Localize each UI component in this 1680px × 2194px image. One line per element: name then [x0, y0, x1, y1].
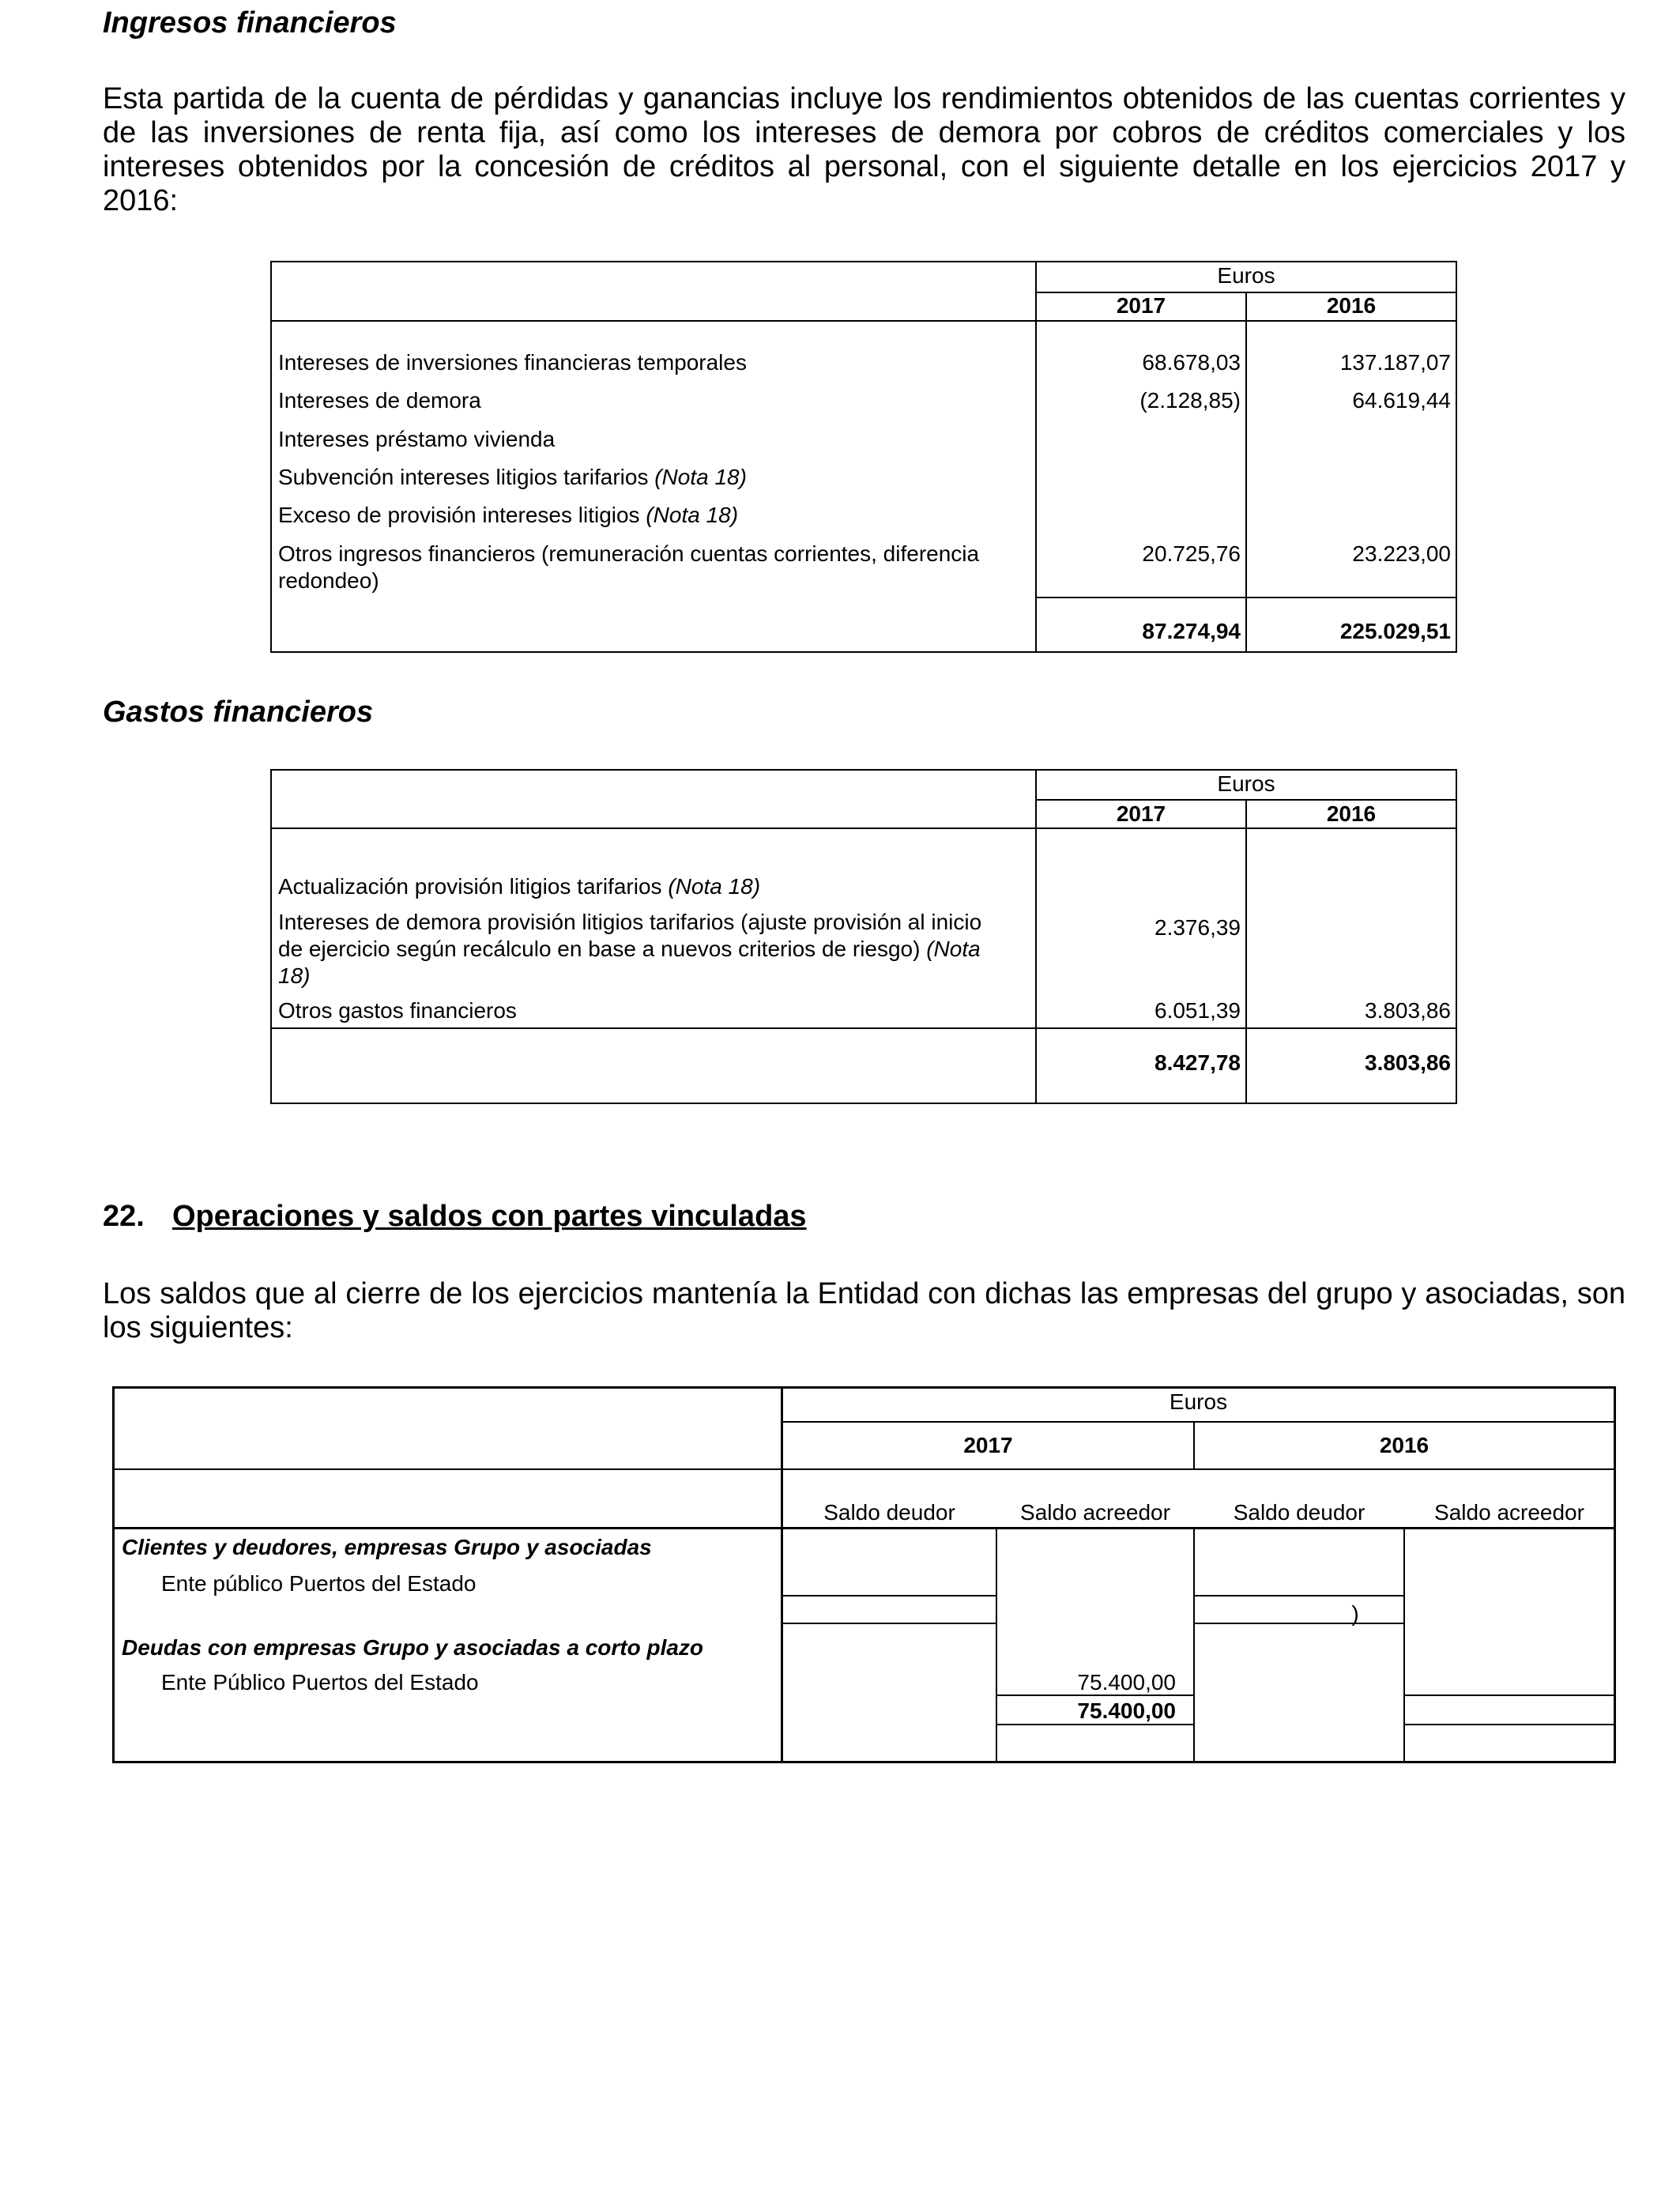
gastos-year-2016-header: 2016 — [1326, 801, 1377, 826]
saldo-deudor-2016-header: Saldo deudor — [1233, 1500, 1365, 1525]
ingresos-row-label: Subvención intereses litigios tarifarios (Nota 18) — [278, 465, 747, 489]
gastos-row-2017: 2.376,39 — [1155, 915, 1241, 940]
total-acreedor-2017: 75.400,00 — [1077, 1698, 1176, 1723]
ingresos-paragraph: Esta partida de la cuenta de pérdidas y ganancias incluye los rendimientos obtenidos de las cuentas corrientes y de las inversiones de renta fija, así como los intereses de demora por cobros de créditos comerciales y los intereses obtenidos por la concesión de créditos al personal, con el siguiente detalle en los ejercicios 2017 y 2016: — [103, 82, 1625, 217]
nota-reference: (Nota 18) — [646, 503, 739, 527]
gastos-year-2017-header: 2017 — [1116, 801, 1166, 826]
group-item-deudas: Ente Público Puertos del Estado — [161, 1670, 479, 1695]
ingresos-row-label: Exceso de provisión intereses litigios (Nota 18) — [278, 503, 739, 527]
gastos-unit-header: Euros — [1217, 771, 1275, 796]
section-title: Operaciones y saldos con partes vinculadas — [172, 1200, 807, 1233]
ingresos-row-2016: 23.223,00 — [1352, 541, 1451, 566]
saldos-year-2017-header: 2017 — [963, 1433, 1013, 1457]
deudas-acreedor-2017: 75.400,00 — [1077, 1670, 1176, 1695]
gastos-total-2016: 3.803,86 — [1365, 1050, 1451, 1075]
saldo-deudor-2017-header: Saldo deudor — [823, 1500, 955, 1525]
group-item-clientes: Ente público Puertos del Estado — [161, 1571, 477, 1596]
ingresos-year-2017-header: 2017 — [1116, 293, 1166, 318]
ingresos-row-2017: 20.725,76 — [1142, 541, 1241, 566]
ingresos-year-2016-header: 2016 — [1326, 293, 1377, 318]
gastos-row-label: Actualización provisión litigios tarifarios (Nota 18) — [278, 874, 761, 899]
gastos-total-2017: 8.427,78 — [1155, 1050, 1241, 1075]
gastos-heading: Gastos financieros — [103, 696, 374, 729]
gastos-row-label: Otros gastos financieros — [278, 998, 517, 1023]
saldo-acreedor-2016-header: Saldo acreedor — [1434, 1500, 1584, 1525]
group-label-clientes: Clientes y deudores, empresas Grupo y asociadas — [122, 1535, 652, 1559]
ingresos-heading: Ingresos financieros — [103, 6, 397, 40]
gastos-row-2017: 6.051,39 — [1155, 998, 1241, 1023]
ingresos-row-label: Intereses de demora — [278, 388, 481, 413]
ingresos-row-label: Otros ingresos financieros (remuneración cuentas corrientes, diferencia redondeo) — [278, 541, 980, 593]
group-label-deudas: Deudas con empresas Grupo y asociadas a corto plazo — [122, 1635, 704, 1660]
paren-mark: ) — [1351, 1601, 1359, 1626]
ingresos-unit-header: Euros — [1217, 263, 1275, 288]
ingresos-row-2017: 68.678,03 — [1142, 350, 1241, 375]
ingresos-row-2016: 137.187,07 — [1339, 350, 1451, 375]
nota-reference: (Nota 18) — [654, 465, 747, 489]
saldos-unit-header: Euros — [1169, 1389, 1228, 1414]
nota-reference: (Nota 18) — [668, 874, 761, 899]
gastos-row-2016: 3.803,86 — [1365, 998, 1451, 1023]
section-number: 22. — [103, 1200, 145, 1233]
saldo-acreedor-2017-header: Saldo acreedor — [1020, 1500, 1170, 1525]
ingresos-row-label: Intereses de inversiones financieras temporales — [278, 350, 747, 375]
section22-paragraph: Los saldos que al cierre de los ejercicios mantenía la Entidad con dichas las empresas del grupo y asociadas, son los siguientes: — [103, 1277, 1625, 1344]
ingresos-total-2016: 225.029,51 — [1339, 619, 1451, 643]
saldos-year-2016-header: 2016 — [1379, 1433, 1430, 1457]
nota-reference: (Nota 18) — [278, 937, 981, 988]
gastos-row-label: Intereses de demora provisión litigios tarifarios (ajuste provisión al inicio de ejercicio según recálculo en base a nuevos criterios de riesgo) (Nota 18) — [278, 910, 982, 988]
ingresos-row-label: Intereses préstamo vivienda — [278, 427, 556, 451]
ingresos-row-2017: (2.128,85) — [1139, 388, 1241, 413]
ingresos-total-2017: 87.274,94 — [1142, 619, 1241, 643]
ingresos-row-2016: 64.619,44 — [1352, 388, 1451, 413]
